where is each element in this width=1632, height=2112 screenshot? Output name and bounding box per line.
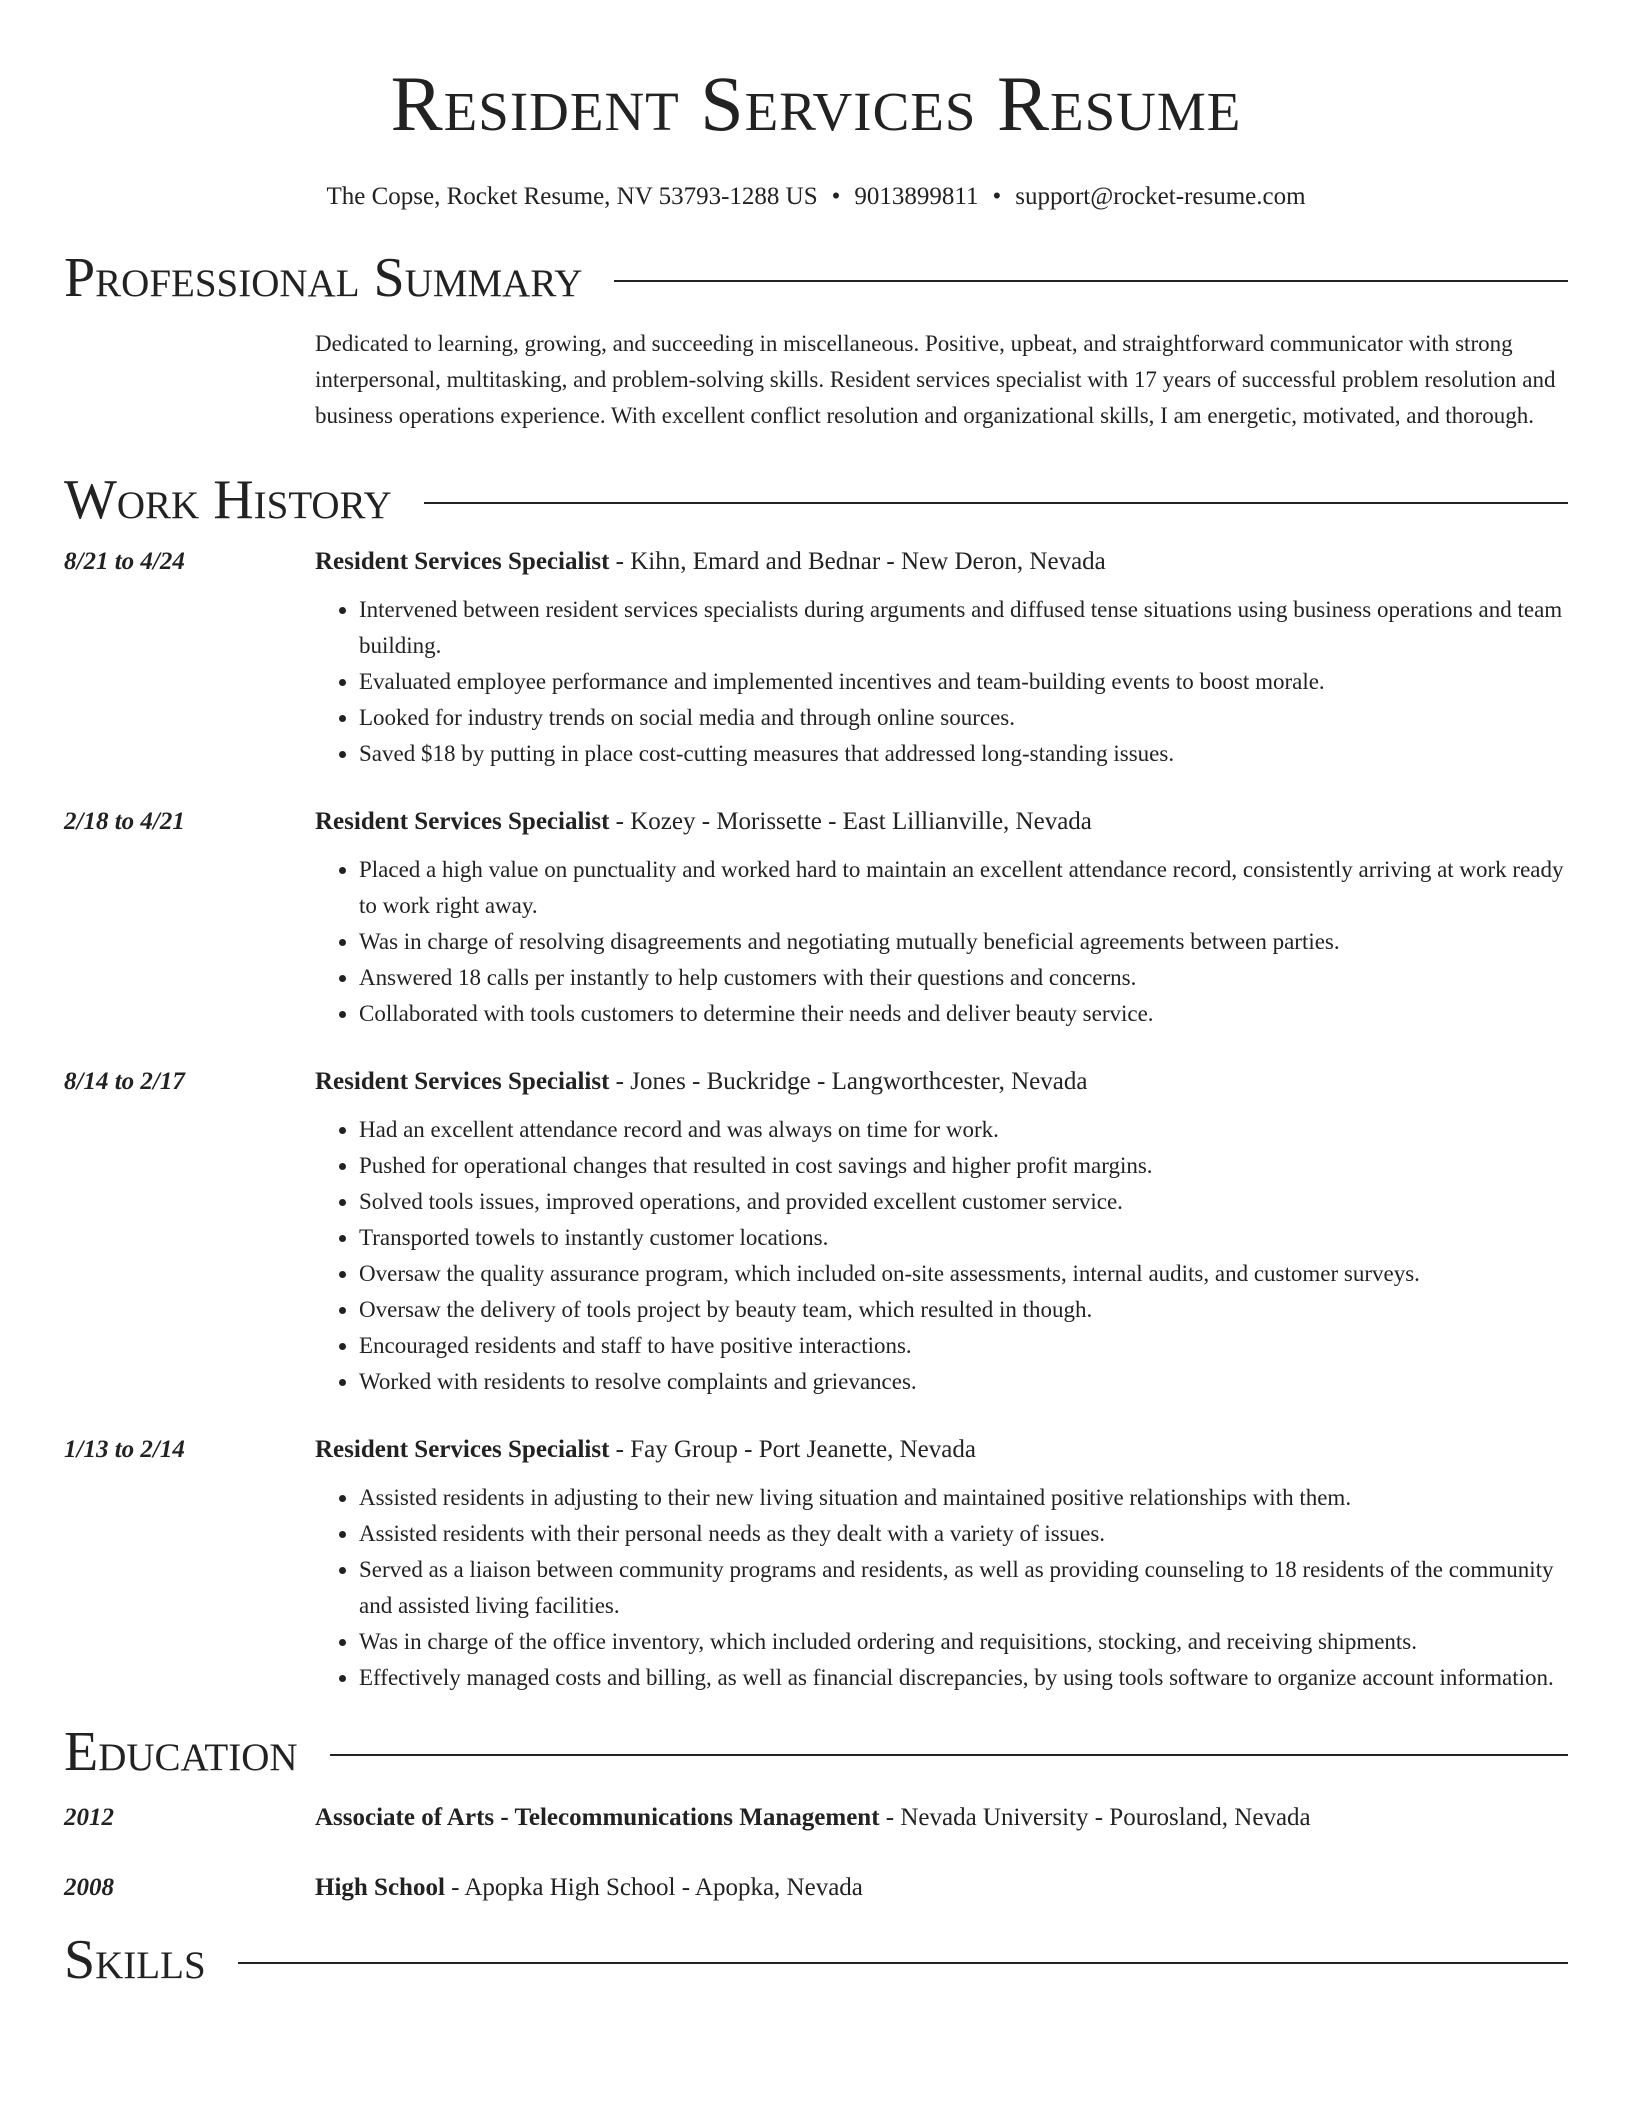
education-degree: High School [315,1874,445,1901]
summary-text: Dedicated to learning, growing, and succeeding in miscellaneous. Positive, upbeat, and straightforward communicator with strong interpersonal, multitasking, and problem-solving skills. Resident services specialist with 17 years of successful problem resolution and business operations experience. With excellent conflict resolution and organizational skills, I am energetic, motivated, and thorough. [315,331,1556,428]
job-details: - Kihn, Emard and Bednar - New Deron, Nevada [609,548,1106,575]
job-bullet: • Oversaw the quality assurance program, which included on-site assessments, internal audits, and customer surveys. [359,1256,1568,1292]
job-bullet: • Served as a liaison between community programs and residents, as well as providing counseling to 18 residents of the community and assisted living facilities. [359,1552,1568,1624]
job-bullet: • Effectively managed costs and billing, as well as financial discrepancies, by using tools software to organize account information. [359,1660,1568,1696]
job-bullet: • Intervened between resident services specialists during arguments and diffused tense situations using business operations and team building. [359,592,1568,664]
job-title: Resident Services Specialist [315,1436,610,1463]
job-title: Resident Services Specialist [315,548,610,575]
job-title: Resident Services Specialist [315,808,610,835]
work-heading: Work History [64,469,392,531]
education-year: 2008 [64,1874,114,1901]
contact-email: support@rocket-resume.com [1015,183,1306,210]
job-bullet: • Assisted residents with their personal needs as they dealt with a variety of issues. [359,1516,1568,1552]
summary-section-header [64,246,1568,310]
section-divider [614,280,1568,282]
skills-section-header [64,1928,1568,1992]
education-section-header [64,1720,1568,1784]
job-bullet: • Assisted residents in adjusting to their new living situation and maintained positive relationships with them. [359,1480,1568,1516]
work-section-header [64,468,1568,532]
contact-phone: 9013899811 [854,183,979,210]
section-divider [238,1962,1568,1964]
education-details: - Nevada University - Pourosland, Nevada [879,1804,1311,1831]
job-bullets [315,1112,1568,1400]
section-divider [424,502,1568,504]
job-entry [64,1066,1568,1400]
job-bullet: • Placed a high value on punctuality and worked hard to maintain an excellent attendance record, consistently arriving at work ready to work right away. [359,852,1568,924]
contact-separator: • [831,183,841,210]
job-bullet: • Was in charge of resolving disagreements and negotiating mutually beneficial agreements between parties. [359,924,1568,960]
job-bullet: • Pushed for operational changes that resulted in cost savings and higher profit margins. [359,1148,1568,1184]
job-entry [64,1434,1568,1696]
job-entry [64,806,1568,1032]
education-heading: Education [64,1721,298,1783]
job-details: - Jones - Buckridge - Langworthcester, Nevada [609,1068,1088,1095]
contact-line [64,182,1568,212]
job-details: - Fay Group - Port Jeanette, Nevada [609,1436,976,1463]
job-bullet: • Answered 18 calls per instantly to help customers with their questions and concerns. [359,960,1568,996]
education-year: 2012 [64,1804,114,1831]
education-degree: Associate of Arts - Telecommunications Management [315,1804,880,1831]
job-details: - Kozey - Morissette - East Lillianville, Nevada [609,808,1092,835]
contact-separator: • [992,183,1002,210]
section-divider [330,1754,1568,1756]
job-bullet: • Oversaw the delivery of tools project by beauty team, which resulted in though. [359,1292,1568,1328]
job-dates: 8/21 to 4/24 [64,548,185,575]
job-dates: 2/18 to 4/21 [64,808,185,835]
education-entry [64,1802,1568,1834]
job-bullet: • Evaluated employee performance and implemented incentives and team-building events to boost morale. [359,664,1568,700]
job-bullet: • Looked for industry trends on social media and through online sources. [359,700,1568,736]
job-bullet: • Collaborated with tools customers to determine their needs and deliver beauty service. [359,996,1568,1032]
resume-title: Resident Services Resume [390,60,1242,147]
job-bullet: • Encouraged residents and staff to have positive interactions. [359,1328,1568,1364]
job-bullet: • Worked with residents to resolve complaints and grievances. [359,1364,1568,1400]
job-bullet: • Saved $18 by putting in place cost-cutting measures that addressed long-standing issues. [359,736,1568,772]
education-entry [64,1872,1568,1904]
job-bullet: • Solved tools issues, improved operations, and provided excellent customer service. [359,1184,1568,1220]
job-bullets [315,852,1568,1032]
job-bullet: • Transported towels to instantly customer locations. [359,1220,1568,1256]
job-dates: 8/14 to 2/17 [64,1068,185,1095]
job-bullet: • Had an excellent attendance record and was always on time for work. [359,1112,1568,1148]
education-details: - Apopka High School - Apopka, Nevada [444,1874,863,1901]
job-dates: 1/13 to 2/14 [64,1436,185,1463]
job-bullets [315,592,1568,772]
summary-heading: Professional Summary [64,247,583,309]
contact-address: The Copse, Rocket Resume, NV 53793-1288 US [326,183,818,210]
skills-heading: Skills [64,1929,206,1991]
job-bullets [315,1480,1568,1696]
job-bullet: • Was in charge of the office inventory, which included ordering and requisitions, stocking, and receiving shipments. [359,1624,1568,1660]
job-entry [64,546,1568,772]
job-title: Resident Services Specialist [315,1068,610,1095]
